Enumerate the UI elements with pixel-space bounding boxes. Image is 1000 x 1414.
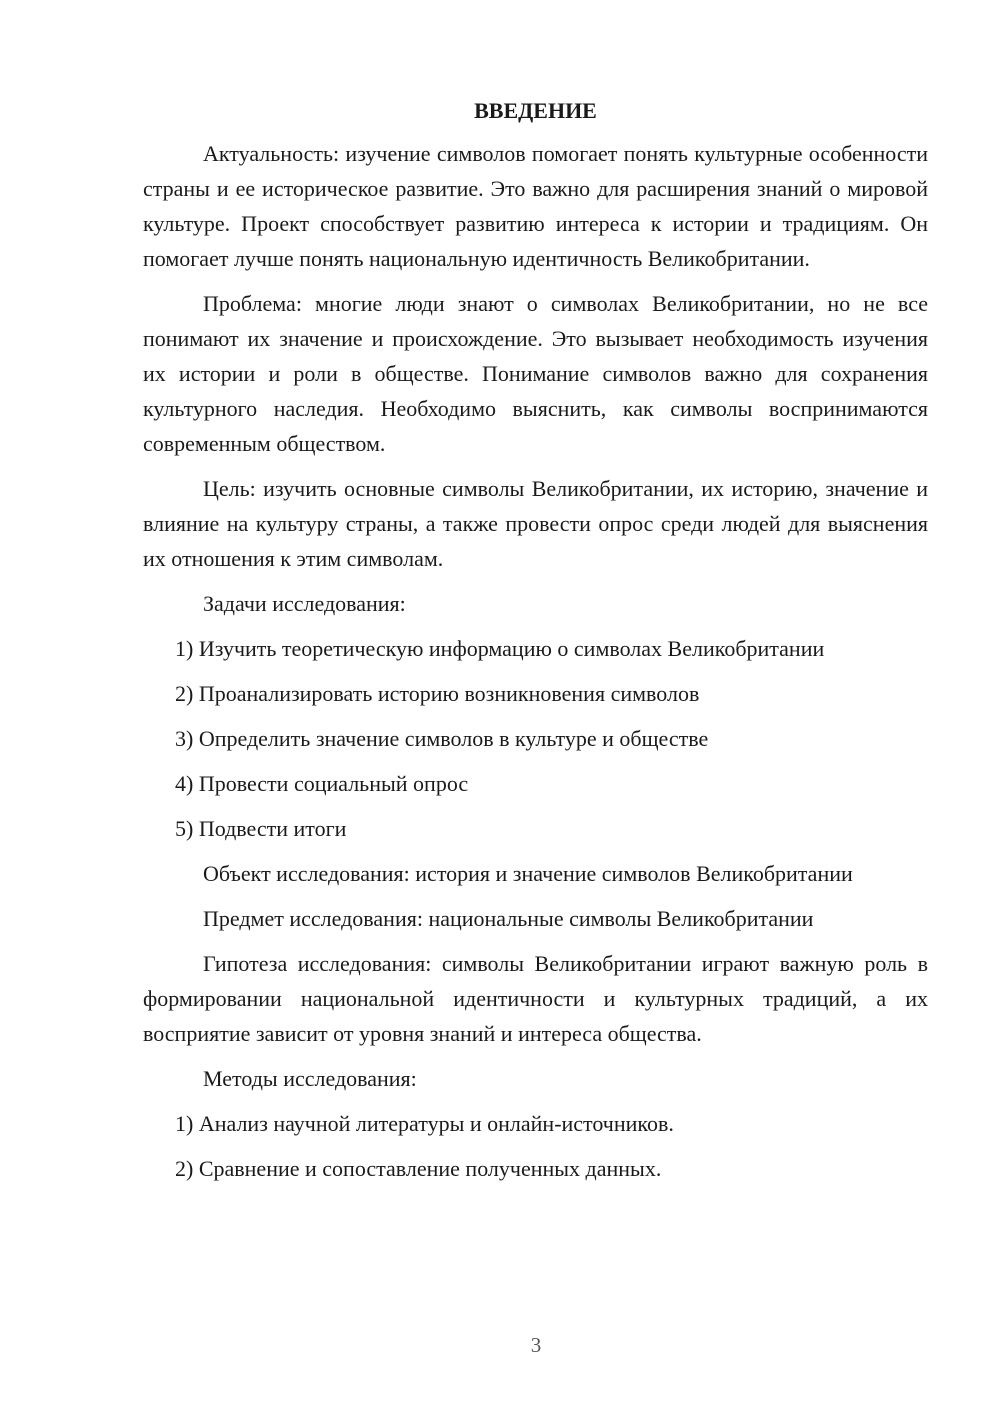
tasks-heading: Задачи исследования: xyxy=(203,591,406,616)
relevance-paragraph: Актуальность: изучение символов помогает понять культурные особенности страны и ее историческое развитие. Это важно для расширения знаний о мировой культуре. Проект способствует развитию интереса к истории и традициям. Он помогает лучше понять национальную идентичность Великобритании. xyxy=(143,141,928,271)
section-title: ВВЕДЕНИЕ xyxy=(474,98,597,123)
method-item: 1) Анализ научной литературы и онлайн-источников. xyxy=(175,1111,674,1136)
task-item: 1) Изучить теоретическую информацию о символах Великобритании xyxy=(175,636,825,661)
goal-paragraph: Цель: изучить основные символы Великобритании, их историю, значение и влияние на культуру страны, а также провести опрос среди людей для выяснения их отношения к этим символам. xyxy=(143,476,928,571)
method-item: 2) Сравнение и сопоставление полученных данных. xyxy=(175,1156,662,1181)
task-item: 2) Проанализировать историю возникновения символов xyxy=(175,681,700,706)
methods-heading: Методы исследования: xyxy=(203,1066,417,1091)
object-paragraph: Объект исследования: история и значение символов Великобритании xyxy=(203,861,853,886)
task-item: 4) Провести социальный опрос xyxy=(175,771,469,796)
page-number: 3 xyxy=(530,1333,542,1357)
task-item: 5) Подвести итоги xyxy=(175,816,347,841)
document-page xyxy=(143,96,928,1196)
hypothesis-paragraph: Гипотеза исследования: символы Великобритании играют важную роль в формировании национальной идентичности и культурных традиций, а их восприятие зависит от уровня знаний и интереса общества. xyxy=(143,951,928,1046)
problem-paragraph: Проблема: многие люди знают о символах Великобритании, но не все понимают их значение и происхождение. Это вызывает необходимость изучения их истории и роли в обществе. Понимание символов важно для сохранения культурного наследия. Необходимо выяснить, как символы воспринимаются современным обществом. xyxy=(143,291,928,456)
subject-paragraph: Предмет исследования: национальные символы Великобритании xyxy=(203,906,814,931)
task-item: 3) Определить значение символов в культуре и обществе xyxy=(175,726,709,751)
